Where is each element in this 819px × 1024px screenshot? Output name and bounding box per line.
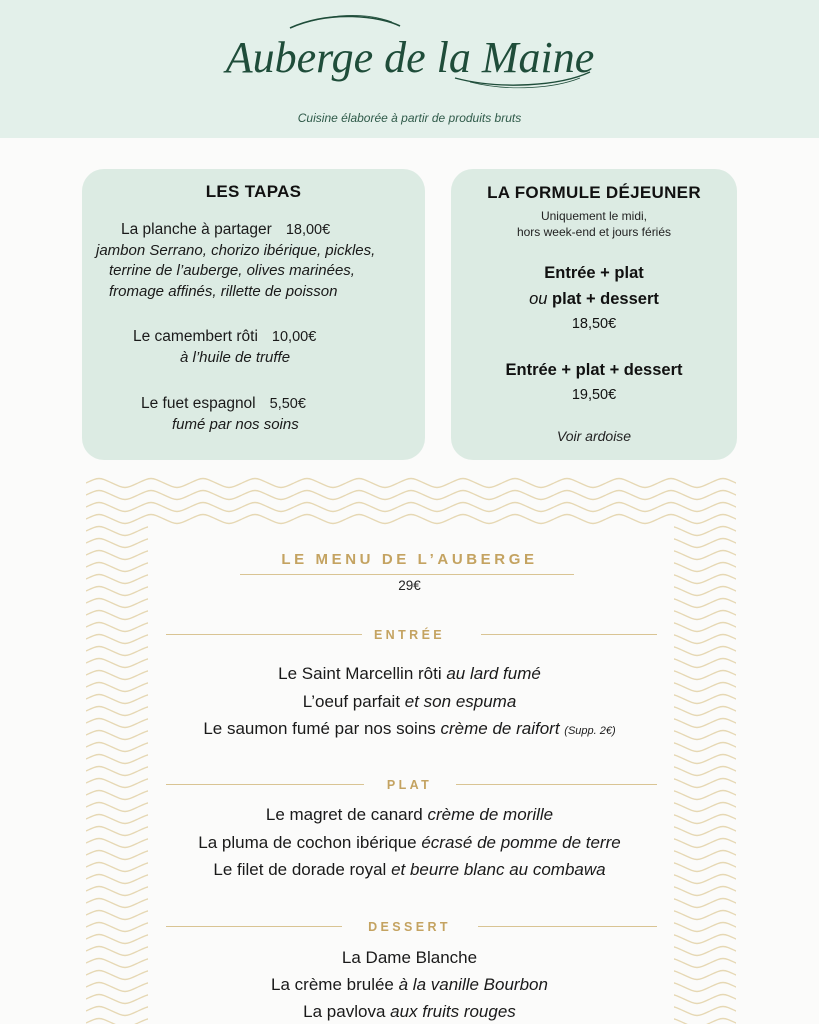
formule-note: Voir ardoise: [556, 428, 632, 444]
tapas-item-name: La planche à partager 18,00€: [121, 221, 331, 238]
section-label-dessert: DESSERT: [368, 920, 451, 934]
tapas-item-desc: jambon Serrano, chorizo ibérique, pickles,: [96, 242, 376, 259]
formule-subtitle: hors week-end et jours fériés: [516, 225, 672, 239]
formule-card: [451, 169, 737, 460]
tapas-item-price: 5,50€: [269, 396, 306, 412]
tagline: Cuisine élaborée à partir de produits bruts: [297, 111, 522, 125]
tapas-item-desc: fumé par nos soins: [172, 416, 299, 433]
tapas-item-name: Le fuet espagnol 5,50€: [141, 395, 306, 412]
tapas-item-price: 18,00€: [285, 222, 331, 238]
formule-option-1-alt: ou plat + dessert: [529, 290, 659, 308]
dish: L’oeuf parfait et son espuma: [302, 692, 517, 711]
logo-text: Auberge de la Maine: [225, 33, 595, 82]
dish: Le Saint Marcellin rôti au lard fumé: [278, 664, 541, 683]
tapas-card: [82, 169, 425, 460]
dish: Le filet de dorade royal et beurre blanc au combawa: [213, 860, 606, 879]
header-band: [0, 0, 819, 138]
tapas-item-desc: à l’huile de truffe: [180, 349, 291, 366]
formule-title: LA FORMULE DÉJEUNER: [487, 183, 701, 202]
formule-option-1-price: 18,50€: [571, 316, 617, 332]
menu-price: 29€: [398, 578, 421, 593]
supplement-note: (Supp. 2€): [564, 725, 616, 737]
tapas-item-desc: terrine de l’auberge, olives marinées,: [109, 262, 355, 279]
dish: Le saumon fumé par nos soins crème de raifort (Supp. 2€): [203, 719, 616, 738]
dish: Le magret de canard crème de morille: [265, 805, 554, 824]
section-label-plat: PLAT: [386, 778, 433, 792]
tapas-item-desc: fromage affinés, rillette de poisson: [109, 283, 338, 300]
restaurant-logo: [0, 6, 819, 96]
tapas-item-price: 10,00€: [271, 329, 317, 345]
menu-title: LE MENU DE L’AUBERGE: [281, 551, 538, 568]
formule-option-2-price: 19,50€: [571, 387, 617, 403]
title-underline: [240, 574, 574, 575]
formule-option-2: Entrée + plat + dessert: [505, 361, 683, 379]
dish: La Dame Blanche: [341, 948, 478, 967]
section-label-entree: ENTRÉE: [373, 628, 446, 642]
dish: La pluma de cochon ibérique écrasé de pomme de terre: [198, 833, 621, 852]
dish: La pavlova aux fruits rouges: [303, 1002, 516, 1021]
tapas-item-name: Le camembert rôti 10,00€: [133, 328, 317, 345]
formule-subtitle: Uniquement le midi,: [540, 209, 648, 223]
formule-option-1: Entrée + plat: [544, 264, 644, 282]
tapas-title: LES TAPAS: [205, 182, 302, 201]
dish: La crème brulée à la vanille Bourbon: [271, 975, 548, 994]
